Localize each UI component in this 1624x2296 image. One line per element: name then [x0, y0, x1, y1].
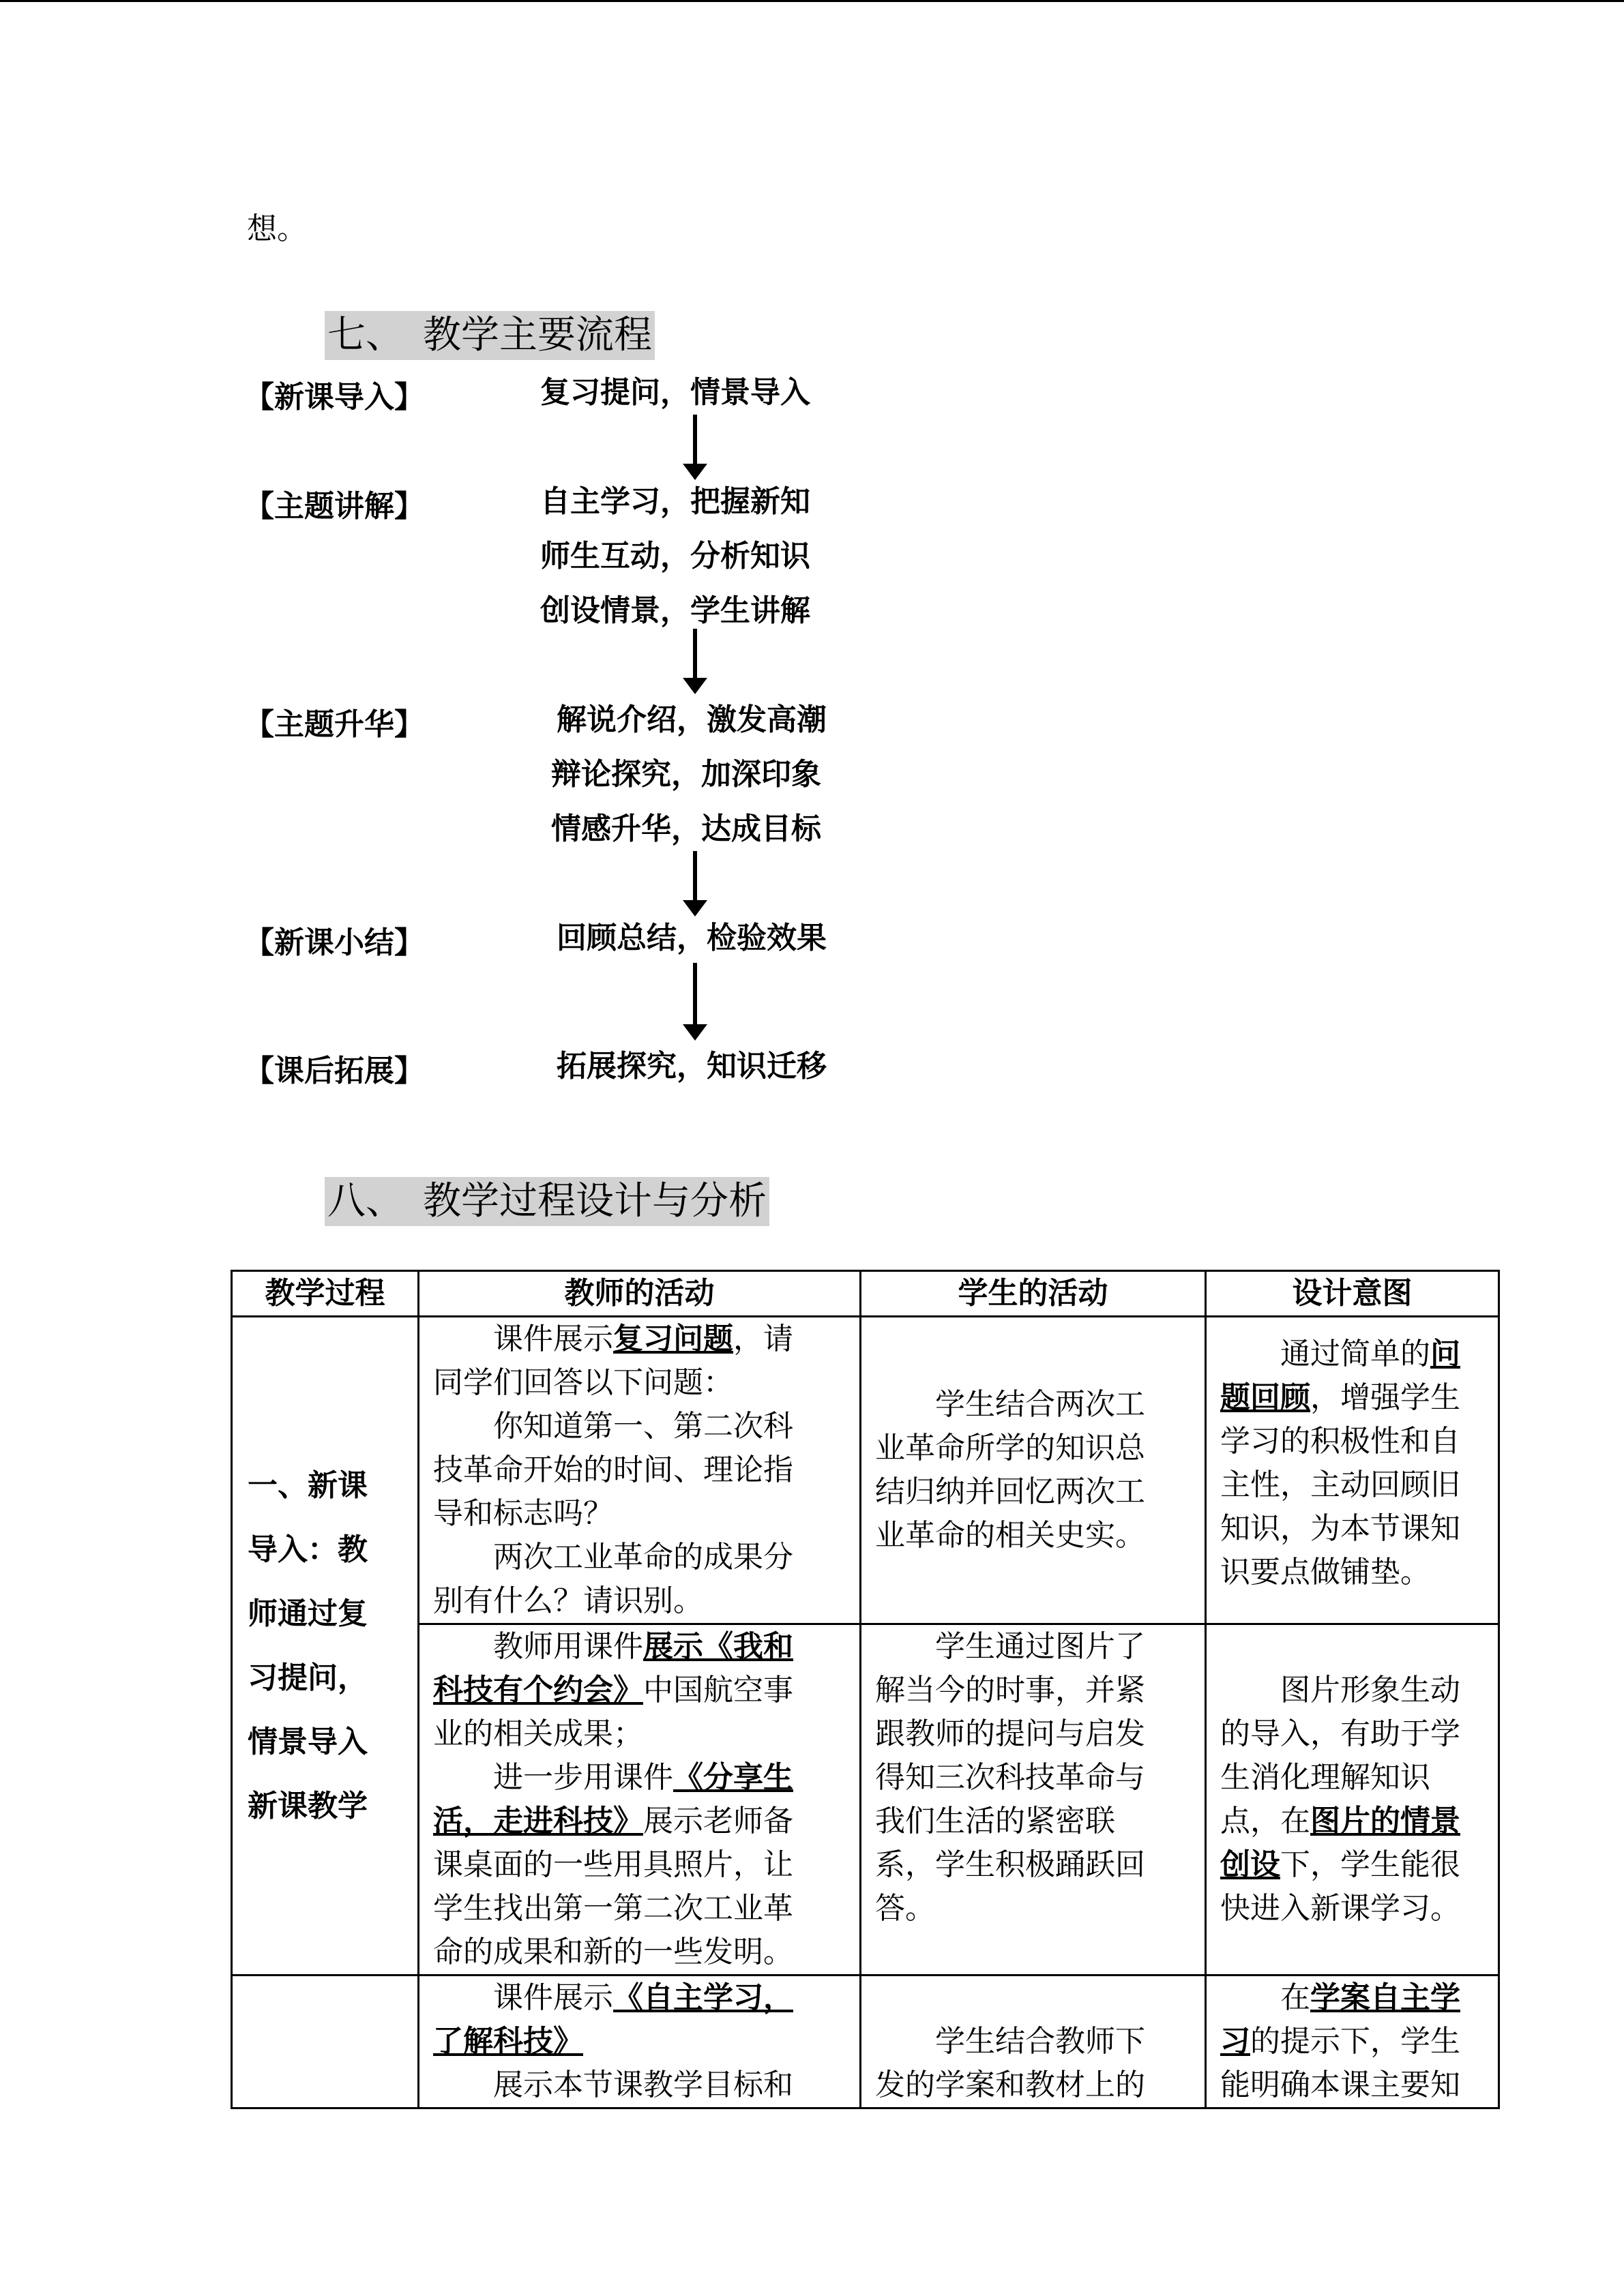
design-intent-text: 的导入，有助于学 — [1220, 1716, 1460, 1751]
teacher-activity-3 — [419, 1976, 861, 2108]
flow-label-sublimate: 【主题升华】 — [244, 707, 424, 742]
flow-text-sublimate-3: 情感升华，达成目标 — [551, 811, 821, 846]
teacher-activity-text: 进一步用课件 — [493, 1760, 673, 1795]
student-activity-text: 学生通过图片了 — [935, 1629, 1145, 1664]
teacher-activity-text: 你知道第一、第二次科 — [493, 1409, 793, 1444]
student-activity-text: 业革命的相关史实。 — [875, 1518, 1145, 1553]
student-activity-text: 学生结合教师下 — [935, 2024, 1145, 2059]
student-activity-1 — [861, 1317, 1206, 1624]
image-scenario-link: 图片的情景 — [1310, 1804, 1460, 1838]
design-intent-3 — [1206, 1976, 1499, 2108]
student-activity-2 — [861, 1624, 1206, 1976]
teacher-activity-1 — [419, 1317, 861, 1624]
table-header-row — [232, 1271, 1499, 1317]
teacher-activity-text: 展示本节课教学目标和 — [493, 2068, 793, 2102]
flow-label-explain: 【主题讲解】 — [244, 489, 424, 524]
design-intent-1 — [1206, 1317, 1499, 1624]
teacher-activity-2 — [419, 1624, 861, 1976]
student-activity-text: 系，学生积极踊跃回 — [875, 1847, 1145, 1882]
process-stage-1-line: 师通过复 — [248, 1596, 368, 1631]
flow-text-explain-3: 创设情景，学生讲解 — [540, 593, 810, 628]
header-teacher: 教师的活动 — [419, 1271, 861, 1317]
design-intent-text: 能明确本课主要知 — [1220, 2068, 1460, 2102]
flow-arrow-4 — [683, 963, 707, 1041]
teacher-activity-text: ，请 — [733, 1322, 793, 1356]
flow-text-sublimate-1: 解说介绍，激发高潮 — [557, 702, 827, 737]
review-questions-link: 复习问题 — [613, 1322, 733, 1356]
student-activity-text: 学生结合两次工 — [935, 1387, 1145, 1422]
header-process: 教学过程 — [232, 1271, 419, 1317]
process-stage-1-line: 新课教学 — [248, 1788, 368, 1823]
teacher-activity-text: 业的相关成果； — [433, 1716, 643, 1751]
design-intent-text: 主性，主动回顾旧 — [1220, 1467, 1460, 1502]
student-activity-text: 跟教师的提问与启发 — [875, 1716, 1145, 1751]
flow-text-extension-1: 拓展探究，知识迁移 — [557, 1049, 827, 1084]
teacher-activity-text: 导和标志吗？ — [433, 1496, 613, 1531]
design-intent-text: 下，学生能很 — [1280, 1847, 1460, 1882]
teacher-activity-text: 课件展示 — [493, 1980, 613, 2015]
flow-arrow-1 — [683, 415, 707, 480]
courseware-link: 活，走进科技》 — [433, 1804, 643, 1838]
student-activity-text: 结归纳并回忆两次工 — [875, 1474, 1145, 1509]
section-7-heading: 七、 教学主要流程 — [325, 311, 655, 360]
design-intent-text: 知识，为本节课知 — [1220, 1511, 1460, 1546]
design-intent-text: 识要点做铺垫。 — [1220, 1555, 1430, 1590]
teaching-process-table — [231, 1270, 1500, 2109]
design-intent-text: 点，在 — [1220, 1804, 1310, 1838]
teacher-activity-text: 两次工业革命的成果分 — [493, 1540, 793, 1575]
flow-label-extension: 【课后拓展】 — [244, 1054, 424, 1088]
design-intent-text: 快进入新课学习。 — [1220, 1891, 1460, 1926]
table-row — [232, 1976, 1499, 2108]
section-8-heading: 八、 教学过程设计与分析 — [325, 1177, 769, 1226]
student-activity-text: 得知三次科技革命与 — [875, 1760, 1145, 1795]
design-intent-text: ，增强学生 — [1310, 1380, 1460, 1415]
process-stage-1-line: 一、新课 — [248, 1467, 368, 1503]
flow-label-intro: 【新课导入】 — [244, 380, 424, 415]
design-intent-text: 图片形象生动 — [1280, 1673, 1460, 1708]
table-row — [232, 1317, 1499, 1624]
flow-text-summary-1: 回顾总结，检验效果 — [557, 921, 827, 955]
header-intent: 设计意图 — [1206, 1271, 1499, 1317]
process-stage-1-line: 情景导入 — [248, 1724, 368, 1759]
self-study-link: 《自主学习， — [613, 1980, 793, 2015]
teacher-activity-text: 课桌面的一些用具照片，让 — [433, 1847, 793, 1882]
student-activity-text: 我们生活的紧密联 — [875, 1804, 1115, 1838]
design-intent-text: 通过简单的 — [1280, 1337, 1430, 1371]
teacher-activity-text: 别有什么？请识别。 — [433, 1583, 703, 1618]
table-row — [232, 1624, 1499, 1976]
self-study-link: 了解科技》 — [433, 2024, 583, 2059]
flow-text-intro-1: 复习提问，情景导入 — [540, 375, 810, 410]
courseware-link: 展示《我和 — [643, 1629, 793, 1664]
question-review-link: 问 — [1430, 1337, 1460, 1371]
student-activity-text: 业革命所学的知识总 — [875, 1431, 1145, 1465]
teacher-activity-text: 教师用课件 — [493, 1629, 643, 1664]
student-activity-text: 答。 — [875, 1891, 935, 1926]
process-stage-1-line: 导入：教 — [248, 1532, 368, 1567]
teacher-activity-text: 中国航空事 — [643, 1673, 793, 1708]
design-intent-text: 学习的积极性和自 — [1220, 1424, 1460, 1459]
student-activity-text: 解当今的时事，并紧 — [875, 1673, 1145, 1708]
process-stage-1-line: 习提问， — [248, 1660, 368, 1695]
courseware-link: 《分享生 — [673, 1760, 793, 1795]
flow-arrow-2 — [683, 629, 707, 694]
question-review-link: 题回顾 — [1220, 1380, 1310, 1415]
design-intent-text: 在 — [1280, 1980, 1310, 2015]
study-plan-link: 习 — [1220, 2024, 1250, 2059]
flow-text-explain-2: 师生互动，分析知识 — [540, 539, 810, 573]
flow-text-explain-1: 自主学习，把握新知 — [540, 484, 810, 519]
process-stage-1 — [232, 1317, 419, 1976]
teacher-activity-text: 展示老师备 — [643, 1804, 793, 1838]
process-stage-2 — [232, 1976, 419, 2108]
student-activity-3 — [861, 1976, 1206, 2108]
image-scenario-link: 创设 — [1220, 1847, 1280, 1882]
study-plan-link: 学案自主学 — [1310, 1980, 1460, 2015]
teacher-activity-text: 技革命开始的时间、理论指 — [433, 1452, 793, 1487]
teacher-activity-text: 学生找出第一第二次工业革 — [433, 1891, 793, 1926]
flow-text-sublimate-2: 辩论探究，加深印象 — [551, 757, 821, 792]
teacher-activity-text: 课件展示 — [493, 1322, 613, 1356]
page-top-rule — [0, 0, 1624, 2]
student-activity-text: 发的学案和教材上的 — [875, 2068, 1145, 2102]
courseware-link: 科技有个约会》 — [433, 1673, 643, 1708]
design-intent-text: 的提示下，学生 — [1250, 2024, 1460, 2059]
header-student: 学生的活动 — [861, 1271, 1206, 1317]
design-intent-2 — [1206, 1624, 1499, 1976]
continuation-text: 想。 — [247, 211, 307, 246]
flow-arrow-3 — [683, 851, 707, 916]
teacher-activity-text: 同学们回答以下问题： — [433, 1365, 733, 1400]
teacher-activity-text: 命的成果和新的一些发明。 — [433, 1935, 793, 1969]
design-intent-text: 生消化理解知识 — [1220, 1760, 1430, 1795]
flow-label-summary: 【新课小结】 — [244, 925, 424, 960]
